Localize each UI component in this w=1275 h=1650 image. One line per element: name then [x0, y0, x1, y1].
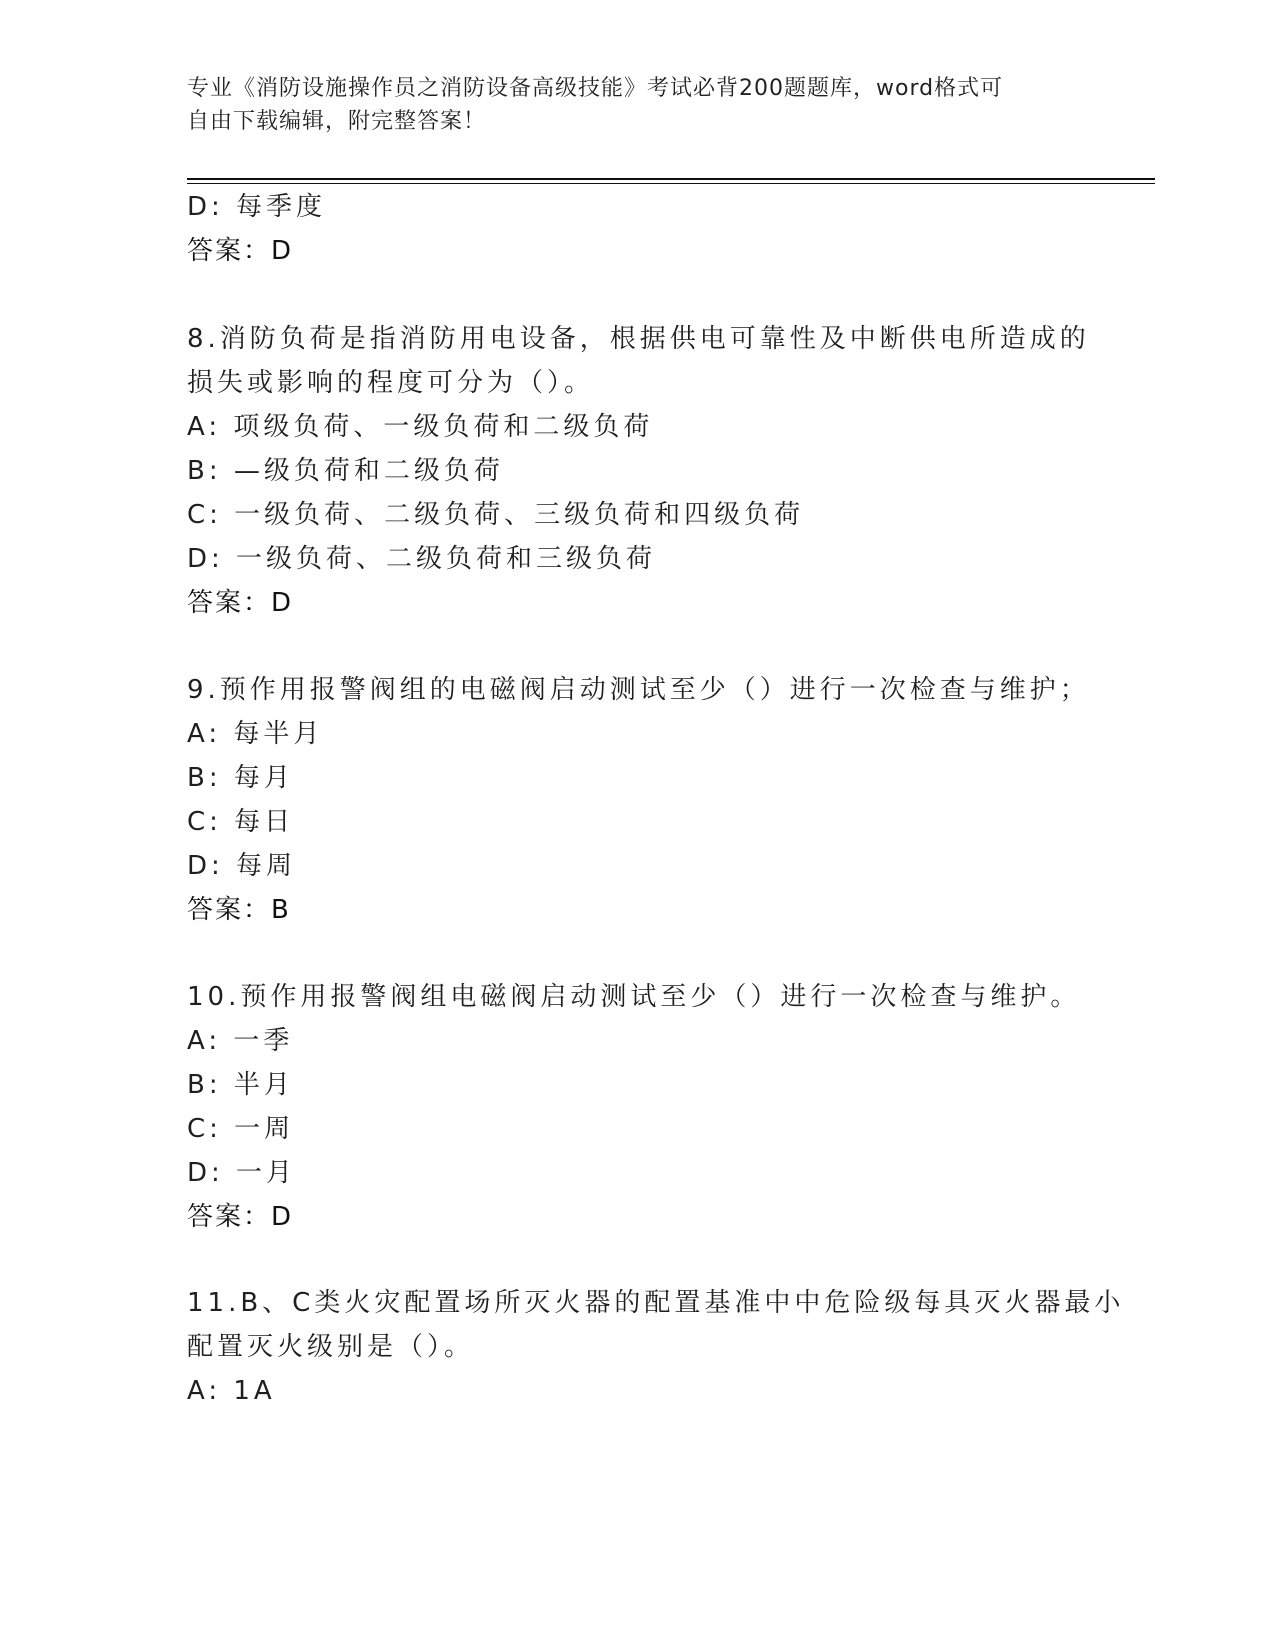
q8-stem-line-2: 损失或影响的程度可分为（）。 — [187, 368, 595, 398]
q11-stem-line-1: 11.B、C类火灾配置场所灭火器的配置基准中中危险级每具灭火器最小 — [187, 1288, 1125, 1318]
q8-option-d: D: 一级负荷、二级负荷和三级负荷 — [187, 544, 657, 574]
header-line-2: 自由下载编辑，附完整答案！ — [187, 109, 487, 134]
q7-option-d: D: 每季度 — [187, 192, 327, 222]
q9-stem-line-1: 9.预作用报警阀组的电磁阀启动测试至少（）进行一次检查与维护； — [187, 675, 1090, 705]
q9-option-d: D: 每周 — [187, 851, 297, 881]
q11-option-a: A: 1A — [187, 1376, 276, 1406]
q7-answer: 答案：D — [187, 236, 294, 266]
q10-option-d: D: 一月 — [187, 1158, 297, 1188]
q10-option-a: A: 一季 — [187, 1026, 294, 1056]
q10-answer: 答案：D — [187, 1202, 294, 1232]
header-rule-thick — [187, 178, 1155, 180]
q8-stem-line-1: 8.消防负荷是指消防用电设备，根据供电可靠性及中断供电所造成的 — [187, 324, 1090, 354]
q11-stem-line-2: 配置灭火级别是（）。 — [187, 1332, 475, 1362]
q10-option-c: C: 一周 — [187, 1114, 295, 1144]
q9-option-a: A: 每半月 — [187, 719, 324, 749]
q9-option-c: C: 每日 — [187, 807, 295, 837]
q8-option-c: C: 一级负荷、二级负荷、三级负荷和四级负荷 — [187, 500, 805, 530]
q8-option-a: A: 项级负荷、一级负荷和二级负荷 — [187, 412, 654, 442]
header-rule-thin — [187, 183, 1155, 184]
q8-answer: 答案：D — [187, 588, 294, 618]
q10-option-b: B: 半月 — [187, 1070, 294, 1100]
q10-stem-line-1: 10.预作用报警阀组电磁阀启动测试至少（）进行一次检查与维护。 — [187, 982, 1081, 1012]
q9-answer: 答案：B — [187, 895, 291, 925]
document-header — [187, 72, 1067, 138]
header-line-1: 专业《消防设施操作员之消防设备高级技能》考试必背200题题库，word格式可 — [187, 76, 1004, 101]
q8-option-b: B: —级负荷和二级负荷 — [187, 456, 504, 486]
q9-option-b: B: 每月 — [187, 763, 294, 793]
